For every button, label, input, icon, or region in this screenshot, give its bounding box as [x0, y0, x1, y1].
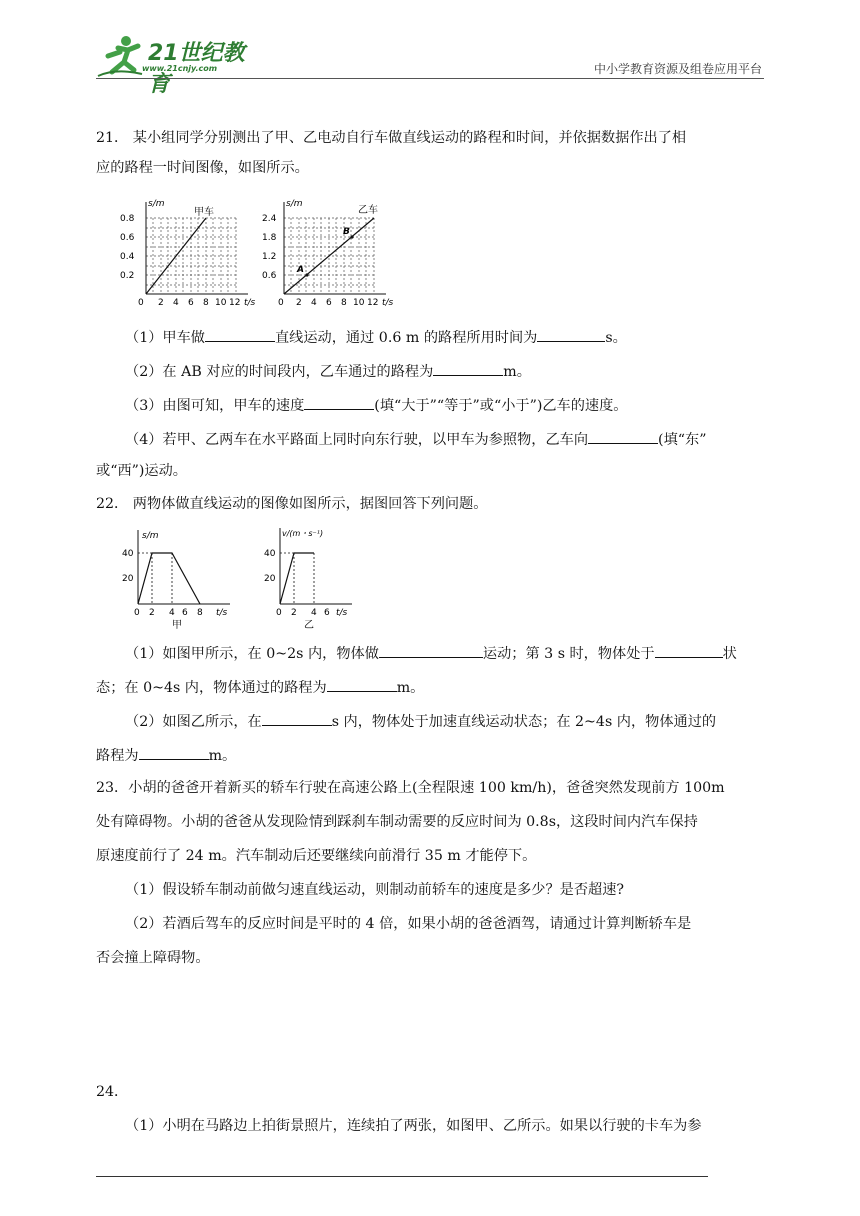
x-tick: 6 [324, 608, 330, 618]
y-axis-label: s/m [142, 531, 159, 541]
x-tick: 8 [197, 608, 203, 618]
x-tick: 0 [138, 298, 144, 308]
q21-part4: （4）若甲、乙两车在水平路面上同时向东行驶，以甲车为参照物，乙车向 (填“东” [125, 428, 795, 450]
x-tick: 6 [182, 608, 188, 618]
y-tick: 20 [122, 574, 134, 584]
answer-blank[interactable] [205, 326, 275, 342]
grid [146, 218, 236, 294]
q23-part1: （1）假设轿车制动前做匀速直线运动，则制动前轿车的速度是多少？是否超速? [125, 882, 625, 898]
y-tick: 0.6 [120, 233, 135, 243]
point-b-marker [350, 235, 353, 238]
x-tick: 12 [367, 298, 379, 308]
answer-blank[interactable] [655, 642, 723, 658]
x-tick: 6 [188, 298, 194, 308]
y-tick: 1.2 [262, 252, 277, 262]
y-tick: 40 [122, 549, 134, 559]
x-tick: 6 [326, 298, 332, 308]
series-line [138, 553, 200, 604]
runner-icon [96, 34, 146, 78]
answer-blank[interactable] [588, 428, 658, 444]
q21-part1: （1）甲车做 直线运动，通过 0.6 m 的路程所用时间为 s。 [125, 326, 795, 348]
x-tick: 4 [169, 608, 175, 618]
x-axis-label: t/s [244, 298, 256, 308]
y-tick: 20 [264, 574, 276, 584]
q24-part1: （1）小明在马路边上拍街景照片，连续拍了两张，如图甲、乙所示。如果以行驶的卡车为参 [125, 1118, 702, 1134]
y-tick: 40 [264, 549, 276, 559]
x-tick: 4 [311, 608, 317, 618]
x-tick: 2 [149, 608, 155, 618]
x-tick: 8 [203, 298, 209, 308]
answer-blank[interactable] [304, 394, 374, 410]
x-tick: 2 [291, 608, 297, 618]
logo-url: www.21cnjy.com [142, 64, 218, 73]
q21-graph-jia [120, 196, 260, 308]
point-a-marker [305, 273, 308, 276]
q22-part1: （1）如图甲所示，在 0~2s 内，物体做 运动；第 3 s 时，物体处于 状 [125, 642, 795, 664]
platform-name: 中小学教育资源及组卷应用平台 [593, 62, 762, 76]
page-header [96, 34, 764, 97]
answer-blank[interactable] [379, 642, 483, 658]
y-axis-label: s/m [148, 199, 165, 209]
fig-caption: 甲 [172, 620, 182, 630]
q22-part1-cont: 态；在 0~4s 内，物体通过的路程为 m。 [96, 676, 766, 698]
answer-blank[interactable] [262, 710, 332, 726]
q21-part4-cont: 或“西”)运动。 [96, 463, 187, 479]
x-tick: 8 [341, 298, 347, 308]
q21-part3: （3）由图可知，甲车的速度 (填“大于”“等于”或“小于”)乙车的速度。 [125, 394, 795, 416]
y-tick: 2.4 [262, 214, 277, 224]
x-tick: 2 [158, 298, 164, 308]
q23-part2: （2）若酒后驾车的反应时间是平时的 4 倍，如果小胡的爸爸酒驾，请通过计算判断轿车是 [125, 916, 692, 932]
x-axis-label: t/s [336, 608, 348, 618]
q21-stem-line1: 21． 某小组同学分别测出了甲、乙电动自行车做直线运动的路程和时间，并依据数据作出了相 [96, 130, 687, 146]
logo-text: 21世纪教育 [148, 41, 245, 97]
answer-blank[interactable] [537, 326, 605, 342]
series-line [280, 553, 314, 604]
answer-blank[interactable] [327, 676, 397, 692]
answer-blank[interactable] [139, 744, 209, 760]
y-tick: 0.6 [262, 271, 277, 281]
q21-part2: （2）在 AB 对应的时间段内，乙车通过的路程为 m。 [125, 360, 795, 382]
point-a-label: A [297, 265, 304, 275]
series-label-jia: 甲车 [194, 207, 214, 218]
q23-line3: 原速度前行了 24 m。汽车制动后还要继续向前滑行 35 m 才能停下。 [96, 848, 537, 864]
q22-part2: （2）如图乙所示，在 s 内，物体处于加速直线运动状态；在 2~4s 内，物体通过的 [125, 710, 795, 732]
x-tick: 0 [276, 608, 282, 618]
x-tick: 10 [215, 298, 227, 308]
x-axis-label: t/s [382, 298, 394, 308]
x-tick: 2 [296, 298, 302, 308]
y-tick: 0.4 [120, 252, 135, 262]
y-tick: 0.2 [120, 271, 135, 281]
y-tick: 0.8 [120, 214, 135, 224]
q23-part2-cont: 否会撞上障碍物。 [96, 950, 210, 966]
point-b-label: B [343, 227, 350, 237]
x-tick: 12 [229, 298, 241, 308]
fig-caption: 乙 [304, 620, 314, 630]
q24-number: 24． [96, 1084, 129, 1100]
q23-line1: 23．小胡的爸爸开着新买的轿车行驶在高速公路上(全程限速 100 km/h)，爸爸突然发现前方 100m [96, 780, 725, 796]
q21-stem-line2: 应的路程一时间图像，如图所示。 [96, 160, 309, 176]
site-logo [96, 34, 266, 97]
x-tick: 0 [134, 608, 140, 618]
q22-part2-cont: 路程为 m。 [96, 744, 766, 766]
y-axis-label: v/(m・s⁻¹) [282, 529, 324, 538]
y-axis-label: s/m [286, 199, 303, 209]
series-label-yi: 乙车 [358, 205, 378, 216]
q22-graph-yi [260, 524, 360, 630]
header-divider [96, 78, 764, 79]
x-axis-label: t/s [216, 608, 228, 618]
x-tick: 0 [278, 298, 284, 308]
q23-line2: 处有障碍物。小胡的爸爸从发现险情到踩刹车制动需要的反应时间为 0.8s，这段时间内汽车保持 [96, 814, 698, 830]
q22-stem: 22． 两物体做直线运动的图像如图所示，据图回答下列问题。 [96, 496, 488, 512]
answer-blank[interactable] [433, 360, 503, 376]
y-tick: 1.8 [262, 233, 277, 243]
footer-divider [96, 1176, 708, 1177]
q21-graph-yi [262, 196, 402, 308]
x-tick: 4 [311, 298, 317, 308]
q22-graph-jia [118, 526, 236, 630]
x-tick: 4 [173, 298, 179, 308]
x-tick: 10 [353, 298, 365, 308]
